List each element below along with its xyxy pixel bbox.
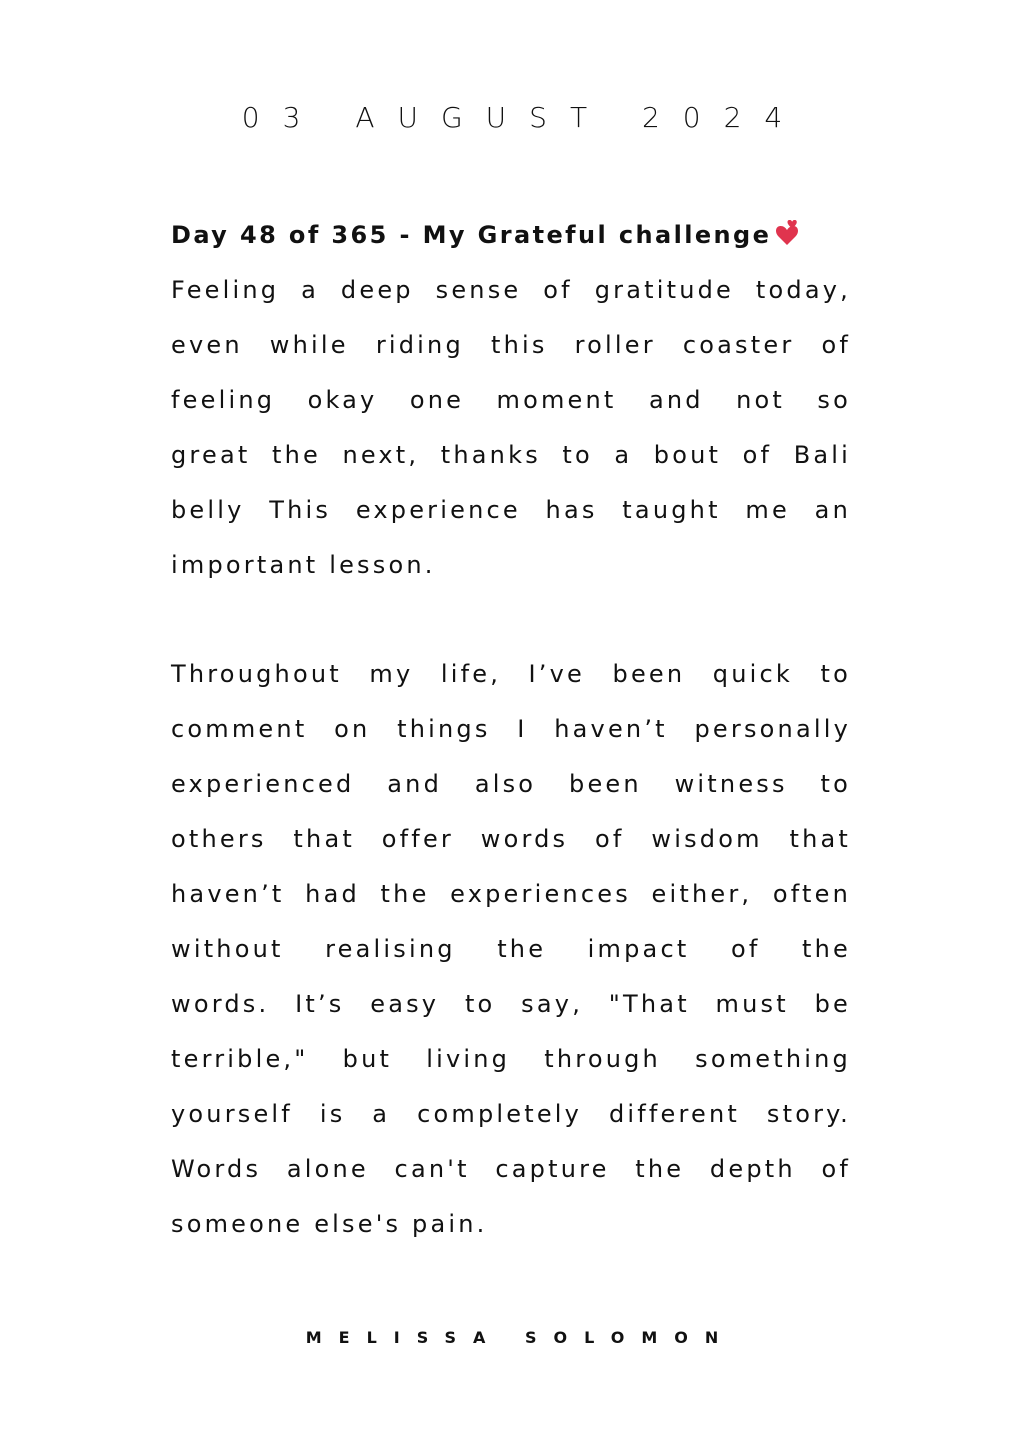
text-line: someone else's pain. xyxy=(171,1210,488,1238)
text-line: without realising the impact of the xyxy=(171,935,851,963)
paragraph-2 xyxy=(171,647,851,1252)
post-date: 03 AUGUST 2024 xyxy=(241,101,806,134)
text-line: Throughout my life, I’ve been quick to xyxy=(171,660,851,688)
text-line: Words alone can't capture the depth of xyxy=(171,1155,851,1183)
text-line: terrible," but living through something xyxy=(171,1045,851,1073)
author-name: MELISSA SOLOMON xyxy=(305,1328,736,1347)
paragraph-1 xyxy=(171,263,851,593)
text-line: yourself is a completely different story. xyxy=(171,1100,851,1128)
text-line: feeling okay one moment and not so xyxy=(171,386,851,414)
text-line: words. It’s easy to say, "That must be xyxy=(171,990,851,1018)
heading-text: Day 48 of 365 - My Grateful challenge xyxy=(171,221,772,249)
text-line: comment on things I haven’t personally xyxy=(171,715,851,743)
text-line: belly This experience has taught me an xyxy=(171,496,851,524)
text-line: important lesson. xyxy=(171,551,436,579)
text-line: haven’t had the experiences either, often xyxy=(171,880,851,908)
text-line: Feeling a deep sense of gratitude today, xyxy=(171,276,851,304)
two-hearts-icon xyxy=(775,220,805,246)
text-line: great the next, thanks to a bout of Bali xyxy=(171,441,851,469)
post-body xyxy=(171,208,851,1252)
text-line: others that offer words of wisdom that xyxy=(171,825,851,853)
post-heading xyxy=(171,208,851,263)
paragraph-spacer xyxy=(171,593,851,647)
text-line: experienced and also been witness to xyxy=(171,770,851,798)
text-line: even while riding this roller coaster of xyxy=(171,331,851,359)
